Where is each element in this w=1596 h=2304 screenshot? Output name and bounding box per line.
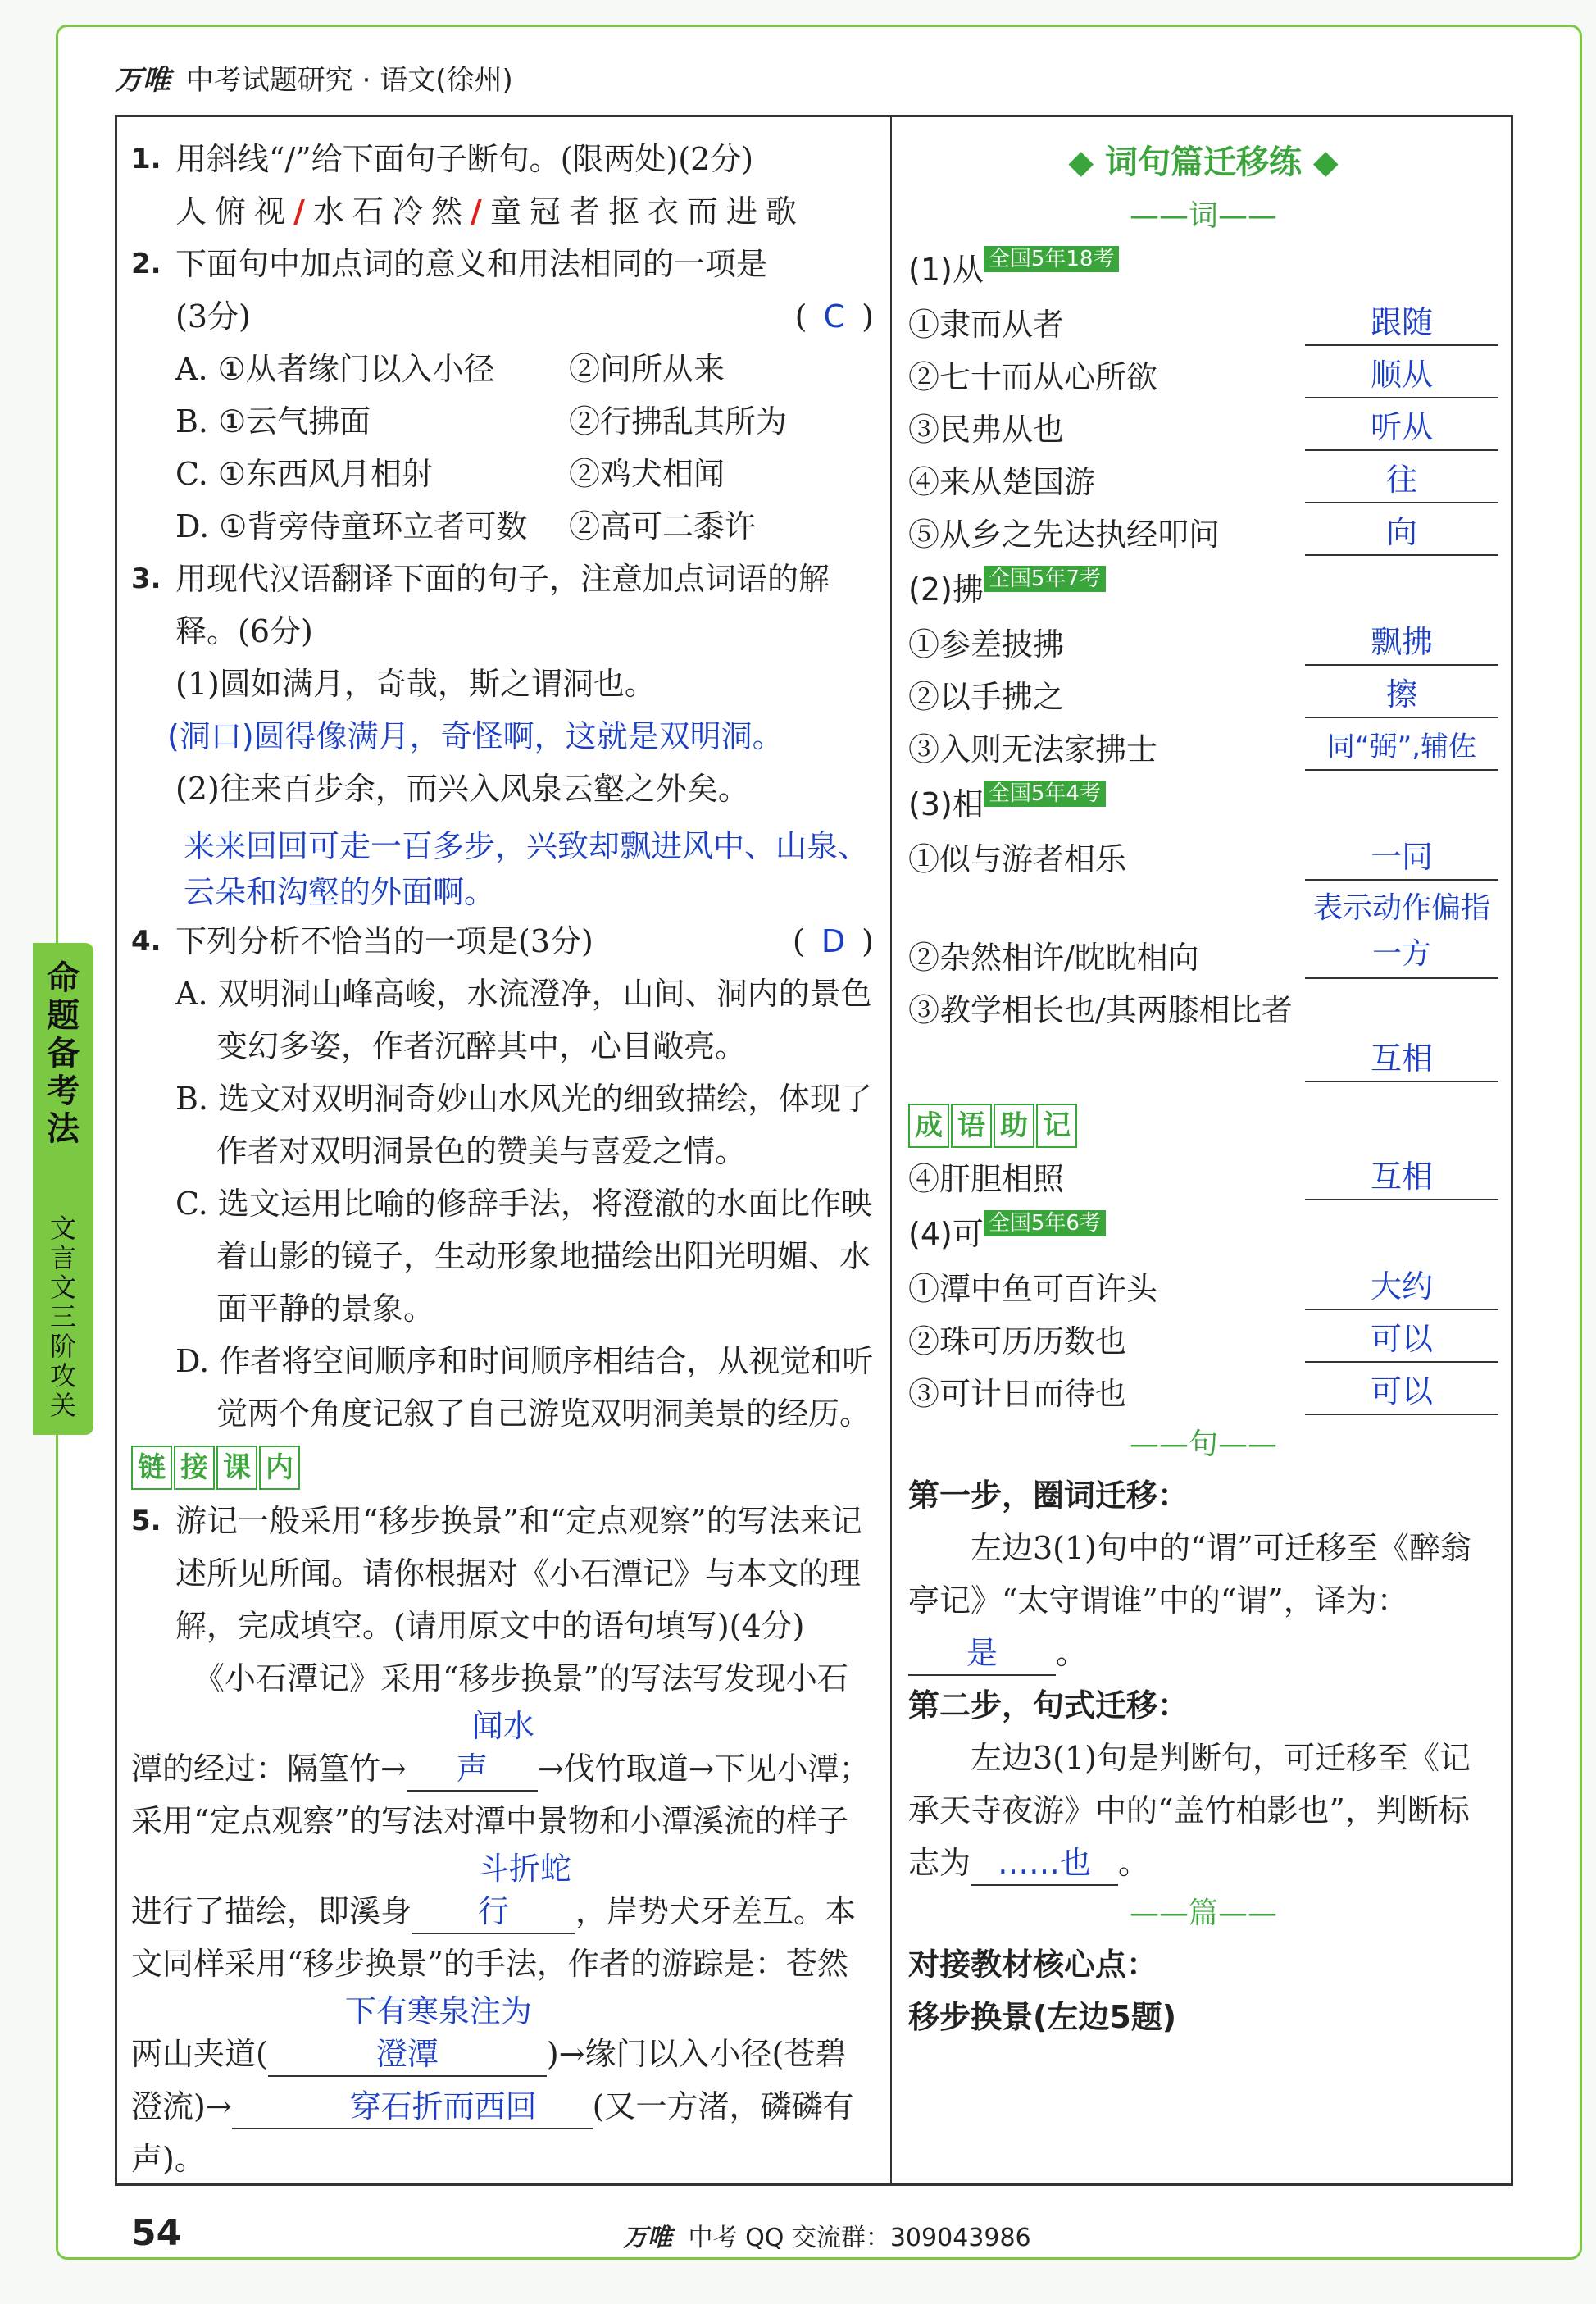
sidebar-title: 命题备考法 (47, 959, 80, 1148)
translate-answer: (洞口)圆得像满月，奇怪啊，这就是双明洞。 (167, 718, 784, 754)
word-item: ③教学相长也/其两膝相比者 互相 (908, 984, 1498, 1087)
tag-char: 内 (259, 1446, 300, 1490)
answer-choice: C (823, 298, 849, 335)
word-section-title: ——词—— (1129, 199, 1277, 233)
word-item: ④肝胆相照 互相 (908, 1153, 1498, 1205)
word-item: ②杂然相许/眈眈相向 表示动作偏指一方 (908, 886, 1498, 984)
tag-char: 成 (908, 1104, 949, 1148)
footer-brand: 万唯 (623, 2224, 672, 2252)
option-text: ②高可二黍许 (569, 508, 757, 544)
slash-mark: / (470, 193, 490, 230)
translate-sentence: (2)往来百步余，而兴入风泉云壑之外矣。 (175, 771, 749, 807)
page-number: 54 (131, 2212, 182, 2254)
option-text: A. 双明洞山峰高峻，水流澄净，山间、洞内的景色变幻多姿，作者沉醉其中，心目敞亮。 (175, 976, 872, 1064)
word-item: ①潭中鱼可百许头 大约 (908, 1263, 1498, 1315)
question-5 (131, 1495, 877, 2185)
question-text: 下面句中加点词的意义和用法相同的一项是 (175, 246, 768, 282)
question-number: 5. (131, 1505, 161, 1537)
word-item: ②以手拂之 擦 (908, 671, 1498, 723)
page-header (115, 57, 513, 98)
question-4 (131, 915, 877, 1440)
question-3 (131, 553, 877, 915)
option-text: D. ①背旁侍童环立者可数 (175, 508, 528, 544)
sentence-section-title: ——句—— (1129, 1427, 1277, 1461)
fill-blank[interactable]: 穿石折而西回 (232, 2085, 593, 2129)
answer-bracket: ( D ) (792, 923, 877, 959)
article-section-title: ——篇—— (1129, 1896, 1277, 1930)
passage-text: )→缘门以入小径(苍碧澄流)→ (131, 2036, 847, 2124)
practice-title: ◆ 词句篇迁移练 ◆ (1068, 143, 1339, 181)
word-group-head: (2)拂 全国5年7考 (908, 561, 1498, 618)
option-text: ②鸡犬相闻 (569, 456, 725, 492)
question-score-row (175, 290, 877, 343)
question-text: 用斜线“/”给下面句子断句。(限两处)(2分) (175, 141, 754, 177)
word-answer: 可以 (1305, 1369, 1498, 1415)
passage-text: 《小石潭记》采用“移步换景”的写法写发现小石潭的经过：隔篁竹→ (131, 1660, 848, 1787)
word-answer: 顺从 (1305, 353, 1498, 398)
word-item: ③入则无法家拂士 同“弼”,辅佐 (908, 723, 1498, 776)
word-answer: 互相 (1305, 1036, 1498, 1082)
word-answer: 向 (1305, 510, 1498, 556)
answer-bracket: ( C ) (794, 298, 877, 335)
footer-qq (623, 2217, 1031, 2253)
question-number: 4. (131, 925, 161, 958)
step1-blank[interactable]: 是 (908, 1632, 1056, 1676)
brand-logo: 万唯 (115, 64, 171, 97)
word-group-4 (908, 1205, 1498, 1420)
passage-text: (又一方渚，磷磷有声)。 (131, 2088, 854, 2177)
step2-text: 左边3(1)句是判断句，可迁移至《记承天寺夜游》中的“盖竹柏影也”，判断标志为 ……也 。 (908, 1732, 1498, 1889)
tag-char: 课 (216, 1446, 257, 1490)
question-1 (131, 133, 877, 238)
option-text: ②行拂乱其所为 (569, 403, 788, 439)
sidebar-subtitle: 文言文三阶攻关 (49, 1213, 76, 1421)
option-text: C. ①东西风月相射 (175, 456, 433, 492)
question-text: 游记一般采用“移步换景”和“定点观察”的写法来记述所见所闻。请你根据对《小石潭记》与本文的理解，完成填空。(请用原文中的语句填写)(4分) (175, 1503, 862, 1644)
word-item: ①隶而从者 跟随 (908, 298, 1498, 351)
word-group-1 (908, 241, 1498, 561)
translate-answer: 来来回回可走一百多步，兴致却飘进风中、山泉、云朵和沟壑的外面啊。 (184, 828, 870, 910)
right-column (908, 133, 1498, 2043)
sentence-part: 童冠者抠衣而进歌 (489, 194, 805, 230)
question-score: (3分) (175, 298, 251, 335)
word-item: ③民弗从也 听从 (908, 403, 1498, 456)
word-answer: 互相 (1305, 1154, 1498, 1200)
question-text: 用现代汉语翻译下面的句子，注意加点词语的解释。(6分) (175, 561, 830, 649)
question-2 (131, 238, 877, 553)
word-answer: 飘拂 (1305, 620, 1498, 666)
header-title: 中考试题研究 · 语文(徐州) (185, 64, 513, 97)
word-answer: 擦 (1305, 672, 1498, 718)
word-item: ①似与游者相乐 一同 (908, 833, 1498, 886)
sentence-part: 水石冷然 (312, 194, 471, 230)
word-group-head: (3)相 全国5年4考 (908, 776, 1498, 833)
word-item: ④来从楚国游 往 (908, 456, 1498, 508)
question-number: 1. (131, 143, 161, 175)
tag-char: 记 (1036, 1104, 1077, 1148)
step2-blank[interactable]: ……也 (971, 1842, 1118, 1886)
exam-badge: 全国5年7考 (984, 566, 1106, 592)
passage-text: →伐竹取道→下见小潭；采用“定点观察”的写法对潭中景物和小潭溪流的样子进行了描绘，即溪身 (131, 1751, 871, 1929)
word-item: ②珠可历历数也 可以 (908, 1315, 1498, 1368)
question-number: 3. (131, 562, 161, 595)
word-answer: 表示动作偏指一方 (1305, 886, 1498, 979)
footer-qq-text: 中考 QQ 交流群：309043986 (688, 2224, 1031, 2252)
punctuation-sentence (175, 185, 877, 238)
fill-blank[interactable]: 下有寒泉注为澄潭 (268, 1990, 547, 2077)
word-item: ①参差披拂 飘拂 (908, 618, 1498, 671)
question-text-row (175, 915, 877, 968)
idiom-tag (908, 1104, 1077, 1148)
option-text: B. 选文对双明洞奇妙山水风光的细致描绘，体现了作者对双明洞景色的赞美与喜爱之情。 (175, 1081, 873, 1169)
step1-text: 左边3(1)句中的“谓”可迁移至《醉翁亭记》“太守谓谁”中的“谓”，译为：是 。 (908, 1522, 1498, 1679)
word-group-head: (1)从 全国5年18考 (908, 241, 1498, 298)
core-text: 移步换景(左边5题) (908, 1999, 1177, 2035)
fill-blank[interactable]: 斗折蛇行 (412, 1847, 575, 1934)
options-grid (175, 343, 877, 553)
sentence-part: 人俯视 (175, 194, 294, 230)
word-answer: 往 (1305, 458, 1498, 503)
exam-badge: 全国5年6考 (984, 1210, 1106, 1236)
question-number: 2. (131, 248, 161, 280)
tag-char: 助 (994, 1104, 1034, 1148)
word-answer: 大约 (1305, 1264, 1498, 1310)
option-text: ②问所从来 (569, 351, 725, 387)
option-text: C. 选文运用比喻的修辞手法，将澄澈的水面比作映着山影的镜子，生动形象地描绘出阳光明媚、水面平静的景象。 (175, 1186, 872, 1327)
word-answer: 跟随 (1305, 300, 1498, 346)
word-group-head: (4)可 全国5年6考 (908, 1205, 1498, 1263)
word-item: ⑤从乡之先达执经叩问 向 (908, 508, 1498, 561)
word-answer: 可以 (1305, 1317, 1498, 1363)
tag-char: 语 (951, 1104, 992, 1148)
exam-badge: 全国5年18考 (984, 246, 1120, 272)
word-group-2 (908, 561, 1498, 776)
step1-title: 第一步，圈词迁移： (908, 1478, 1189, 1514)
passage-text: ，岸势犬牙差互。本文同样采用“移步换景”的手法，作者的游踪是：苍然两山夹道( (131, 1893, 857, 2072)
word-answer: 一同 (1305, 835, 1498, 881)
slash-mark: / (293, 193, 313, 230)
fill-blank[interactable]: 闻水声 (407, 1705, 538, 1792)
option-text: A. ①从者缘门以入小径 (175, 351, 495, 387)
tag-char: 链 (131, 1446, 172, 1490)
word-answer: 听从 (1305, 405, 1498, 451)
exam-badge: 全国5年4考 (984, 781, 1106, 807)
tag-char: 接 (174, 1446, 215, 1490)
left-column (131, 133, 877, 2185)
fill-passage (131, 1652, 877, 2185)
option-text: D. 作者将空间顺序和时间顺序相结合，从视觉和听觉两个角度记叙了自己游览双明洞美景的经历。 (175, 1343, 874, 1432)
link-tag (131, 1446, 300, 1490)
word-group-3 (908, 776, 1498, 1087)
word-answer: 同“弼”,辅佐 (1305, 725, 1498, 771)
answer-choice: D (821, 923, 849, 959)
option-text: B. ①云气拂面 (175, 403, 371, 439)
translate-sentence: (1)圆如满月，奇哉，斯之谓洞也。 (175, 666, 656, 702)
word-item: ③可计日而待也 可以 (908, 1368, 1498, 1420)
core-title: 对接教材核心点： (908, 1947, 1158, 1983)
question-text: 下列分析不恰当的一项是(3分) (175, 923, 593, 959)
word-item: ②七十而从心所欲 顺从 (908, 351, 1498, 403)
step2-title: 第二步，句式迁移： (908, 1687, 1189, 1723)
